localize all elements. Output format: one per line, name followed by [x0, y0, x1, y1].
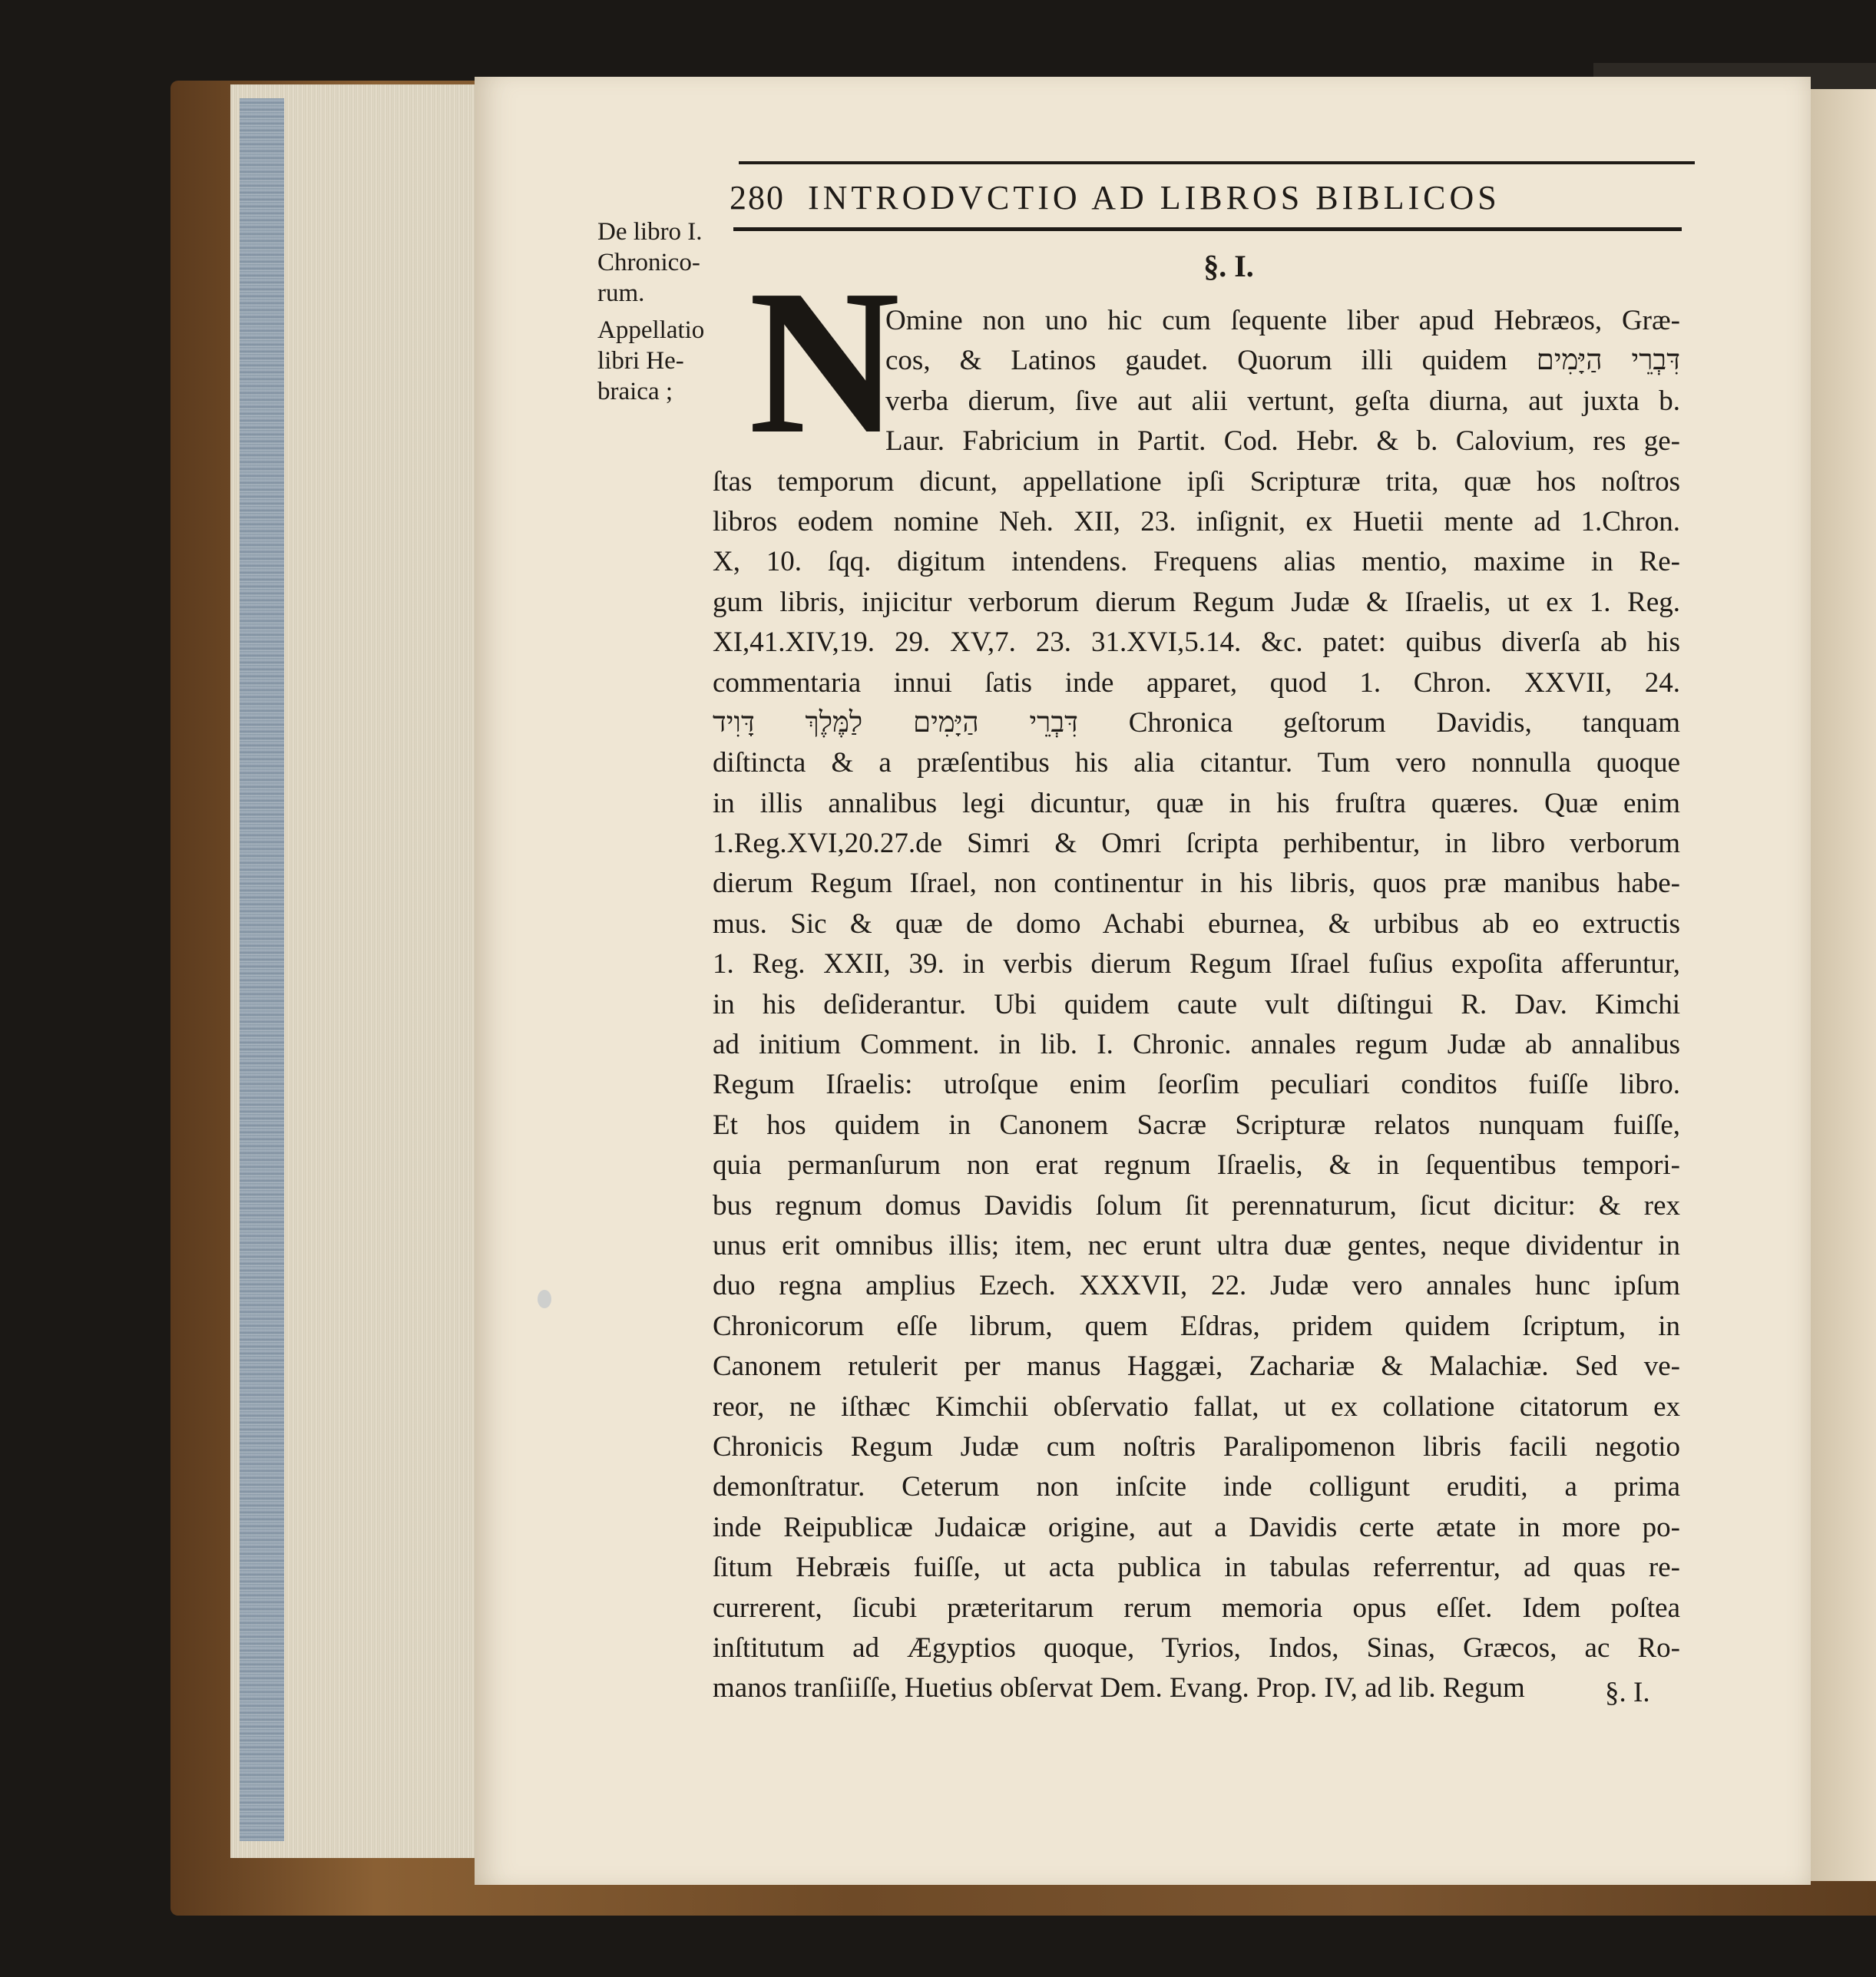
text-line: libros eodem nomine Neh. XII, 23. inſignit, ex Huetii mente ad 1.Chron.: [713, 505, 1680, 537]
text-line: in his deſiderantur. Ubi quidem caute vult diſtingui R. Dav. Kimchi: [713, 988, 1680, 1020]
text-line: Laur. Fabricium in Partit. Cod. Hebr. & b. Calovium, res ge-: [885, 425, 1680, 458]
text-line: manos tranſiiſſe, Huetius obſervat Dem. Evang. Prop. IV, ad lib. Regum: [713, 1672, 1525, 1704]
text-line: cos, & Latinos gaudet. Quorum illi quidem דִּבְרֵי הַיָּמִים: [885, 345, 1680, 377]
running-header: [730, 178, 1613, 224]
text-line: gum libris, injicitur verborum dierum Regum Judæ & Iſraelis, ut ex 1. Reg.: [713, 586, 1680, 618]
text-line: Chronicis Regum Judæ cum noſtris Paralipomenon libris facili negotio: [713, 1430, 1680, 1463]
text-line: ad initium Comment. in lib. I. Chronic. annales regum Judæ ab annalibus: [713, 1029, 1680, 1061]
text-line: ſitum Hebræis fuiſſe, ut acta publica in tabulas referrentur, ad quas re-: [713, 1552, 1680, 1584]
text-line: 1.Reg.XVI,20.27.de Simri & Omri ſcripta perhibentur, in libro verborum: [713, 828, 1680, 860]
header-rule-bottom: [733, 227, 1682, 231]
page-number: 280: [730, 179, 785, 217]
text-line: X, 10. ſqq. digitum intendens. Frequens alias mentio, maxime in Re-: [713, 546, 1680, 578]
text-line: in illis annalibus legi dicuntur, quæ in his fruſtra quæres. Quæ enim: [713, 787, 1680, 819]
text-line: Chronicorum eſſe librum, quem Eſdras, pridem quidem ſcriptum, in: [713, 1310, 1680, 1342]
text-line: verba dierum, ſive aut alii vertunt, geſta diurna, aut juxta b.: [885, 385, 1680, 417]
text-line: demonſtratur. Ceterum non inſcite inde colligunt eruditi, a prima: [713, 1471, 1680, 1503]
text-line: 1. Reg. XXII, 39. in verbis dierum Regum Iſrael fuſius expoſita afferuntur,: [713, 948, 1680, 980]
text-line: currerent, ſicubi præteritarum rerum memoria opus eſſet. Idem poſtea: [713, 1592, 1680, 1624]
drop-cap: N: [749, 247, 898, 477]
header-rule-top: [739, 161, 1695, 164]
text-line: duo regna amplius Ezech. XXXVII, 22. Judæ vero annales hunc ipſum: [713, 1270, 1680, 1302]
margin-note-1: De libro I. Chronico- rum.: [597, 218, 703, 307]
text-line: quia permanſurum non erat regnum Iſraelis, & in ſequentibus tempori-: [713, 1149, 1680, 1182]
text-line: reor, ne iſthæc Kimchii obſervatio fallat, ut ex collatione citatorum ex: [713, 1390, 1680, 1423]
running-title: INTRODVCTIO AD LIBROS BIBLICOS: [808, 179, 1500, 217]
section-mark: §. I.: [1203, 249, 1254, 283]
text-line: diſtincta & a præſentibus his alia citantur. Tum vero nonnulla quoque: [713, 747, 1680, 779]
facing-page-edge: [1803, 69, 1876, 1881]
body-text: [713, 301, 1680, 1709]
text-line: commentaria innui ſatis inde apparet, quod 1. Chron. XXVII, 24.: [713, 666, 1680, 699]
text-line: Omine non uno hic cum ſequente liber apud Hebræos, Græ-: [885, 305, 1680, 336]
text-line: Et hos quidem in Canonem Sacræ Scripturæ relatos nunquam fuiſſe,: [713, 1109, 1680, 1141]
text-line: dierum Regum Iſrael, non continentur in his libris, quos præ manibus habe-: [713, 868, 1680, 900]
text-line: bus regnum domus Davidis ſolum ſit perennaturum, ſicut dicitur: & rex: [713, 1189, 1680, 1222]
text-line: Canonem retulerit per manus Haggæi, Zachariæ & Malachiæ. Sed ve-: [713, 1351, 1680, 1383]
text-line: inſtitutum ad Ægyptios quoque, Tyrios, Indos, Sinas, Græcos, ac Ro-: [713, 1632, 1680, 1664]
margin-note-2: Appellatio libri He- braica ;: [597, 316, 705, 405]
paper-speck: [538, 1290, 551, 1308]
text-line: unus erit omnibus illis; item, nec erunt ultra duæ gentes, neque dividentur in: [713, 1229, 1680, 1261]
text-line: דִּבְרֵי הַיָּמִים לַמֶּלֶךְ דָּוִיד Chronica geſtorum Davidis, tanquam: [713, 706, 1680, 739]
text-line: Regum Iſraelis: utroſque enim ſeorſim peculiari conditos fuiſſe libro.: [713, 1069, 1680, 1101]
sprinkled-edge: [240, 98, 284, 1841]
text-line: inde Reipublicæ Judaicæ origine, aut a Davidis certe ætate in more po-: [713, 1511, 1680, 1543]
text-line: XI,41.XIV,19. 29. XV,7. 23. 31.XVI,5.14. &c. patet: quibus diverſa ab his: [713, 626, 1680, 659]
text-line: mus. Sic & quæ de domo Achabi eburnea, & urbibus ab eo extructis: [713, 908, 1680, 940]
text-line: ſtas temporum dicunt, appellatione ipſi Scripturæ trita, quæ hos noſtros: [713, 465, 1680, 498]
catchword: §. I.: [1605, 1677, 1650, 1708]
